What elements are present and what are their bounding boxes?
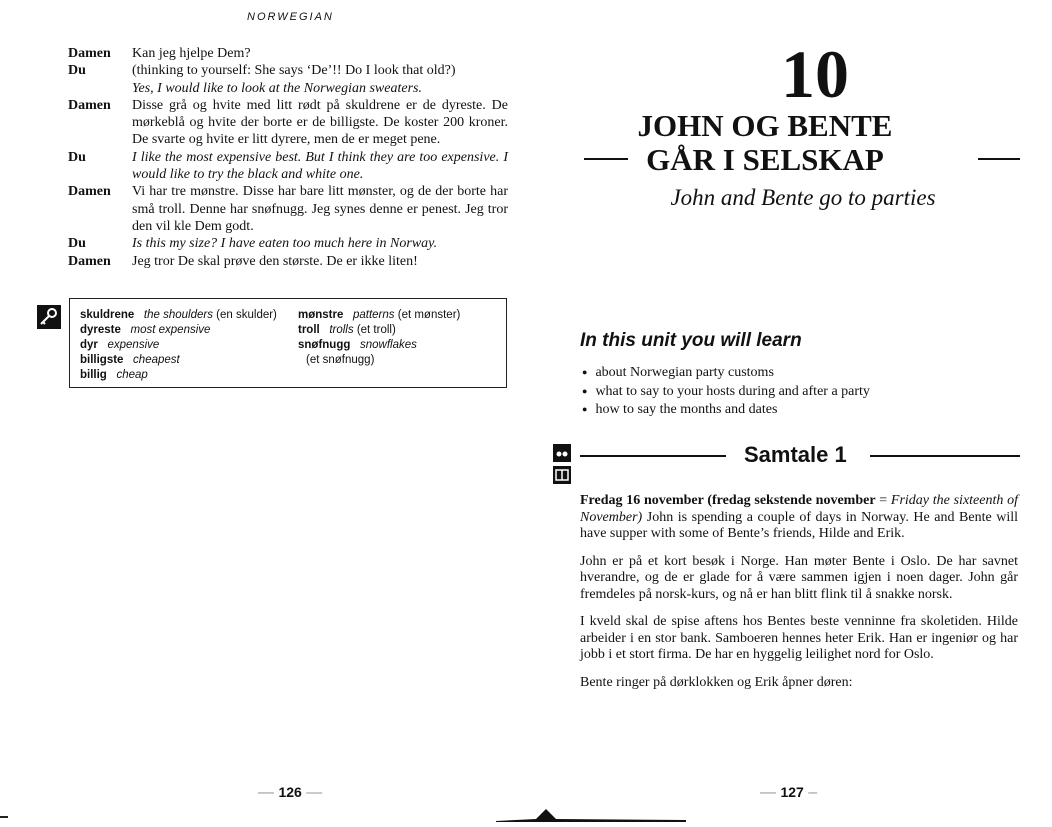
- unit-heading: In this unit you will learn: [580, 330, 802, 351]
- vocab-entry: troll trolls (et troll): [298, 324, 396, 336]
- key-icon: [37, 305, 61, 329]
- binding-shadow: [496, 805, 686, 822]
- vocab-entry: mønstre patterns (et mønster): [298, 309, 461, 321]
- intro-paragraph: Fredag 16 november (fredag sekstende november = Friday the sixteenth of November) John is spending a couple of days in Norway. He and Bente will have supper with some of Bente’s friends, Hilde and Erik.: [580, 493, 1018, 541]
- vocab-entry: snøfnugg snowflakes: [298, 339, 417, 351]
- dialogue-line: Damen Disse grå og hvite med litt rødt på skuldrene er de dyreste. De mørkeblå og hvite der borte er de billigste. De koster 200 kroner. De svarte og hvite er litt dyrere, men de er meget pene.: [68, 97, 508, 148]
- bullet-item: ● how to say the months and dates: [582, 401, 870, 420]
- page-number-right: — 127 –: [760, 784, 818, 801]
- paragraph: Bente ringer på dørklokken og Erik åpner døren:: [580, 674, 853, 690]
- vocab-column: [298, 308, 460, 368]
- paragraph: I kveld skal de spise aftens hos Bentes beste venninne fra skoletiden. Hilde arbeider i en stor bank. Samboeren hennes heter Erik. Han er ingeniør og har jobb i et stort firma. De har en hyggelig leilighet nord for Oslo.: [580, 614, 1018, 662]
- learning-bullets: [582, 364, 870, 420]
- dialogue: [68, 45, 508, 270]
- dialogue-line: Du (thinking to yourself: She says ‘De’!! Do I look that old?): [68, 63, 456, 79]
- bullet-item: ● about Norwegian party customs: [582, 364, 870, 383]
- page-number-left: — 126 —: [258, 784, 323, 801]
- book-icon: [553, 466, 571, 484]
- vocab-entry: dyreste most expensive: [80, 324, 211, 336]
- vocab-entry: dyr expensive: [80, 339, 160, 351]
- section-heading: Samtale 1: [744, 442, 847, 467]
- chapter-subtitle: John and Bente go to parties: [670, 185, 936, 210]
- vocab-entry: billig cheap: [80, 369, 148, 381]
- divider: [580, 455, 726, 457]
- divider: [870, 455, 1020, 457]
- running-header: NORWEGIAN: [247, 11, 334, 23]
- dialogue-line: Du I like the most expensive best. But I think they are too expensive. I would like to try the black and white one.: [68, 149, 508, 183]
- bullet-item: ● what to say to your hosts during and after a party: [582, 383, 870, 402]
- vocab-entry: (et snøfnugg): [306, 354, 375, 366]
- edge-mark: [0, 816, 8, 818]
- chapter-title-line-1: JOHN OG BENTE: [637, 108, 893, 143]
- chapter-title-line-2: GÅR I SELSKAP: [646, 142, 884, 177]
- divider: [978, 158, 1020, 160]
- dialogue-line: Yes, I would like to look at the Norwegian sweaters.: [132, 80, 422, 96]
- body-text: [580, 493, 1018, 702]
- dialogue-line: Damen Kan jeg hjelpe Dem?: [68, 46, 251, 61]
- dialogue-line: Damen Jeg tror De skal prøve den største. De er ikke liten!: [68, 253, 418, 269]
- dialogue-line: Du Is this my size? I have eaten too much here in Norway.: [68, 236, 438, 252]
- vocabulary-box: [69, 298, 507, 388]
- paragraph: John er på et kort besøk i Norge. Han møter Bente i Oslo. De har savnet hverandre, og de er glade for å være sammen igjen i noen dager. John går fremdeles på norsk-kurs, og nå er han blitt flink til å snakke norsk.: [580, 553, 1018, 602]
- vocab-entry: billigste cheapest: [80, 354, 180, 366]
- vocab-entry: skuldrene the shoulders (en skulder): [80, 309, 277, 321]
- chapter-number: 10: [781, 36, 849, 112]
- vocab-column: [80, 308, 277, 383]
- dialogue-line: Damen Vi har tre mønstre. Disse har bare litt mønster, og de der borte har små troll. Denne har snøfnugg. Jeg synes denne er penest. Jeg tror den vil kle Dem godt.: [68, 184, 508, 234]
- cassette-icon: [553, 444, 571, 462]
